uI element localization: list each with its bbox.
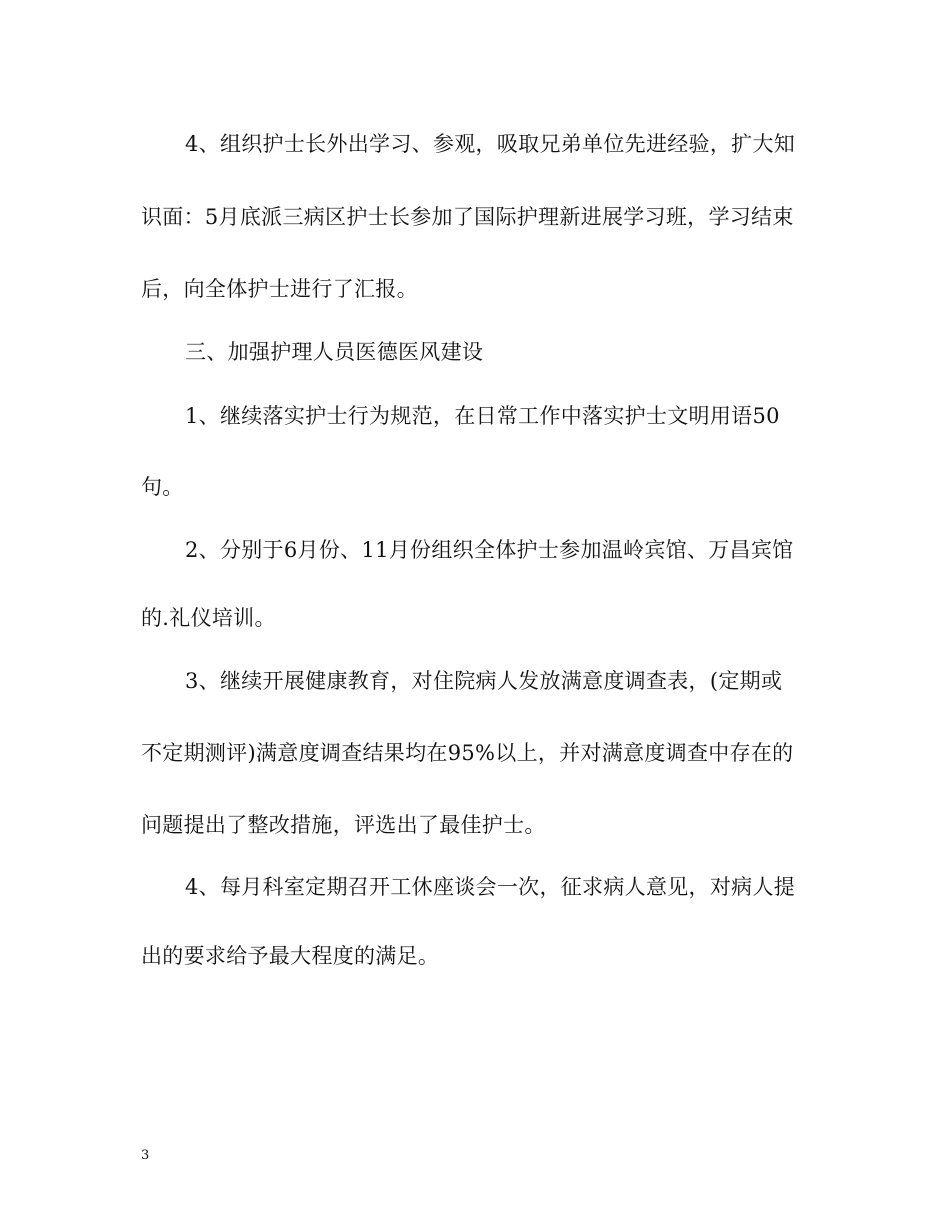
paragraph-item-4-forum-line-2: 出的要求给予最大程度的满足。 [141, 944, 440, 968]
paragraph-item-4-study-line-2: 识面：5月底派三病区护士长参加了国际护理新进展学习班，学习结束 [141, 205, 794, 229]
paragraph-item-1-norms-line-2: 句。 [141, 475, 184, 499]
paragraph-item-4-study-line-1: 4、组织护士长外出学习、参观，吸取兄弟单位先进经验，扩大知 [185, 132, 796, 156]
paragraph-item-4-study-line-3: 后，向全体护士进行了汇报。 [141, 277, 418, 301]
paragraph-item-3-education-line-1: 3、继续开展健康教育，对住院病人发放满意度调查表，(定期或 [185, 669, 783, 693]
section-3-heading: 三、加强护理人员医德医风建设 [185, 340, 484, 364]
paragraph-item-2-etiquette-line-2: 的.礼仪培训。 [141, 606, 276, 630]
page-number: 3 [141, 1148, 150, 1163]
paragraph-item-4-forum-line-1: 4、每月科室定期召开工休座谈会一次，征求病人意见，对病人提 [185, 875, 796, 899]
paragraph-item-2-etiquette-line-1: 2、分别于6月份、11月份组织全体护士参加温岭宾馆、万昌宾馆 [185, 538, 794, 562]
paragraph-item-1-norms-line-1: 1、继续落实护士行为规范，在日常工作中落实护士文明用语50 [185, 404, 780, 428]
paragraph-item-3-education-line-3: 问题提出了整改措施，评选出了最佳护士。 [141, 813, 546, 837]
paragraph-item-3-education-line-2: 不定期测评)满意度调查结果均在95%以上，并对满意度调查中存在的 [141, 741, 794, 765]
